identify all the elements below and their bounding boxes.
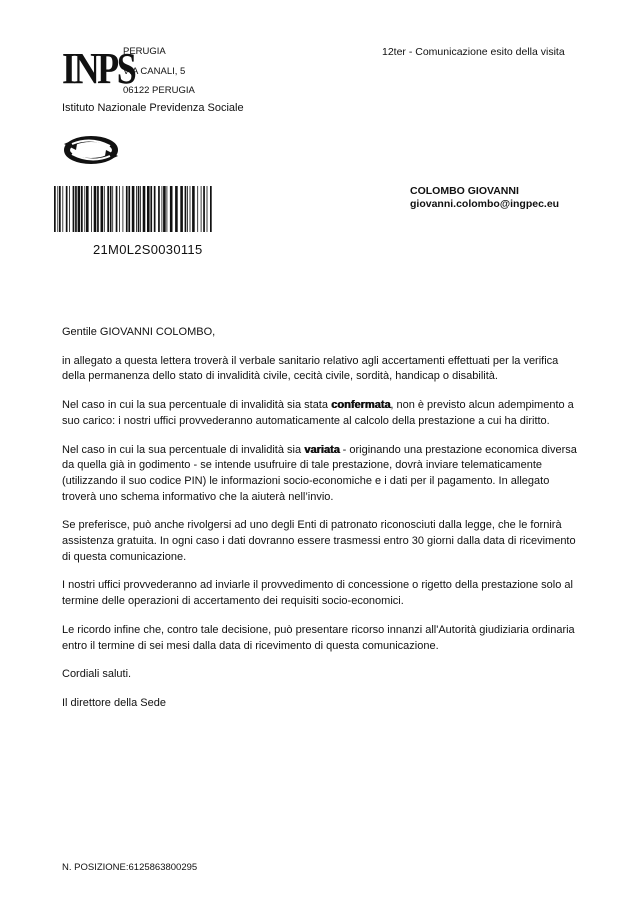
- closing: Cordiali saluti.: [62, 668, 132, 681]
- paragraph-6: Le ricordo infine che, contro tale decisione, può presentare ricorso innanzi all'Autorità giudiziaria ordinaria entro il termine di sei mesi dalla data di ricevimento di questa comunicazione.: [62, 623, 575, 652]
- address-line-2: VIA CANALI, 5: [123, 66, 186, 77]
- barcode: [54, 186, 212, 232]
- address-line-1: PERUGIA: [123, 46, 166, 57]
- p3-text-before: Nel caso in cui la sua percentuale di invalidità sia: [62, 443, 305, 456]
- inps-logo: INPS: [62, 44, 135, 93]
- recipient-block: [410, 185, 559, 211]
- institute-name: Istituto Nazionale Previdenza Sociale: [62, 102, 244, 114]
- p2-text-after: , non è previsto alcun adempimento a suo carico: i nostri uffici provvederanno automaticamente al calcolo della prestazione a cui ha diritto.: [62, 399, 574, 427]
- paragraph-4: Se preferisce, può anche rivolgersi ad uno degli Enti di patronato riconosciuti dalla legge, che le fornirà assistenza gratuita. In ogni caso i dati dovranno essere trasmessi entro 30 giorni dalla data di ricevimento di questa comunicazione.: [62, 519, 576, 563]
- recycle-arrows-icon: [62, 134, 120, 166]
- address-line-3: 06122 PERUGIA: [123, 85, 195, 96]
- greeting: Gentile GIOVANNI COLOMBO,: [62, 326, 216, 338]
- paragraph-1: in allegato a questa lettera troverà il verbale sanitario relativo agli accertamenti effettuati per la verifica della permanenza dello stato di invalidità civile, cecità civile, sordità, handicap o disabilità.: [62, 354, 559, 383]
- paragraph-3: [62, 443, 582, 506]
- signature: Il direttore della Sede: [62, 696, 166, 709]
- barcode-number: 21M0L2S0030115: [93, 242, 203, 257]
- position-number: N. POSIZIONE:6125863800295: [62, 862, 198, 873]
- recipient-email: giovanni.colombo@ingpec.eu: [410, 198, 560, 210]
- p2-text-before: Nel caso in cui la sua percentuale di invalidità sia stata: [62, 399, 332, 412]
- highlight-confermata: confermata: [331, 399, 391, 412]
- highlight-variata: variata: [304, 443, 340, 456]
- paragraph-2: [62, 398, 582, 429]
- document-title: 12ter - Comunicazione esito della visita: [382, 46, 565, 58]
- p3-text-after: - originando una prestazione economica diversa da quella già in godimento - se intende usufruire di tale prestazione, dovrà inviare telematicamente (utilizzando il suo codice PIN) le informazioni socio-economiche e i dati per il pagamento. In allegato troverà uno schema informativo che la aiuterà nell’invio.: [62, 443, 577, 503]
- letter-body: [62, 325, 582, 725]
- recipient-name: COLOMBO GIOVANNI: [410, 185, 519, 197]
- paragraph-5: I nostri uffici provvederanno ad inviarle il provvedimento di concessione o rigetto della prestazione solo al termine delle operazioni di accertamento dei requisiti socio-economici.: [62, 579, 573, 608]
